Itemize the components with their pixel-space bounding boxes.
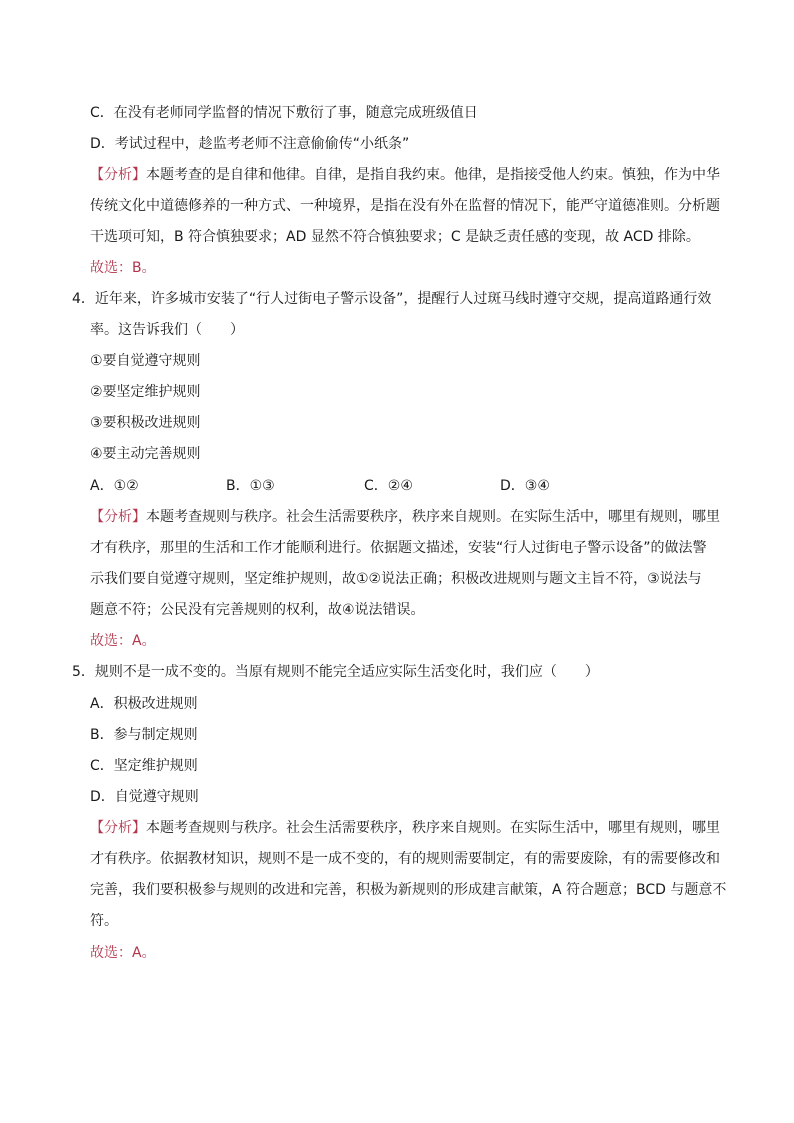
analysis-line: 符。 — [90, 913, 118, 929]
option-d: D．自觉遵守规则 — [90, 789, 199, 805]
statement-item: ④要主动完善规则 — [90, 446, 201, 462]
option-a: A．①② — [90, 478, 139, 494]
analysis-line: 题意不符；公民没有完善规则的权利，故④说法错误。 — [90, 602, 425, 618]
analysis-line: 完善，我们要积极参与规则的改进和完善，积极为新规则的形成建言献策，A 符合题意；BCD 与题意不 — [90, 882, 727, 898]
answer: 故选：A。 — [90, 633, 156, 649]
analysis-tag: 【分析】 — [90, 820, 146, 836]
analysis-line: 才有秩序，那里的生活和工作才能顺利进行。依据题文描述，安装“行人过街电子警示设备”的做法警 — [90, 540, 707, 556]
statement-item: ①要自觉遵守规则 — [90, 353, 201, 369]
option-c: C．②④ — [364, 478, 413, 494]
analysis-line: 干选项可知，B 符合慎独要求；AD 显然不符合慎独要求；C 是缺乏责任感的变现，故 ACD 排除。 — [90, 229, 700, 245]
analysis-line: 示我们要自觉遵守规则，坚定维护规则，故①②说法正确；积极改进规则与题文主旨不符，③说法与 — [90, 571, 702, 587]
analysis-tag: 【分析】 — [90, 509, 146, 525]
analysis-line: 【分析】本题考查规则与秩序。社会生活需要秩序，秩序来自规则。在实际生活中，哪里有规则，哪里 — [90, 509, 720, 525]
answer: 故选：A。 — [90, 945, 156, 961]
question-stem: 4．近年来，许多城市安装了“行人过街电子警示设备”，提醒行人过斑马线时遵守交规，提高道路通行效 — [72, 291, 712, 307]
option-c: C．在没有老师同学监督的情况下敷衍了事，随意完成班级值日 — [90, 105, 478, 121]
options-row — [90, 476, 550, 496]
option-c: C．坚定维护规则 — [90, 758, 198, 774]
analysis-line: 【分析】本题考查规则与秩序。社会生活需要秩序，秩序来自规则。在实际生活中，哪里有规则，哪里 — [90, 820, 720, 836]
statement-item: ③要积极改进规则 — [90, 415, 201, 431]
question-stem: 率。这告诉我们（ ） — [90, 322, 244, 338]
analysis-line: 才有秩序。依据教材知识，规则不是一成不变的，有的规则需要制定，有的需要废除，有的需要修改和 — [90, 851, 720, 867]
option-d: D．③④ — [500, 478, 550, 494]
analysis-line: 传统文化中道德修养的一种方式、一种境界，是指在没有外在监督的情况下，能严守道德准则。分析题 — [90, 198, 720, 214]
statement-item: ②要坚定维护规则 — [90, 384, 201, 400]
question-stem: 5．规则不是一成不变的。当原有规则不能完全适应实际生活变化时，我们应（ ） — [72, 664, 599, 680]
answer: 故选：B。 — [90, 260, 156, 276]
option-b: B．参与制定规则 — [90, 727, 198, 743]
analysis-line: 【分析】本题考查的是自律和他律。自律，是指自我约束。他律，是指接受他人约束。慎独，作为中华 — [90, 167, 720, 183]
option-a: A．积极改进规则 — [90, 696, 198, 712]
option-d: D．考试过程中，趁监考老师不注意偷偷传“小纸条” — [90, 136, 410, 152]
analysis-tag: 【分析】 — [90, 167, 146, 183]
option-b: B．①③ — [226, 478, 275, 494]
